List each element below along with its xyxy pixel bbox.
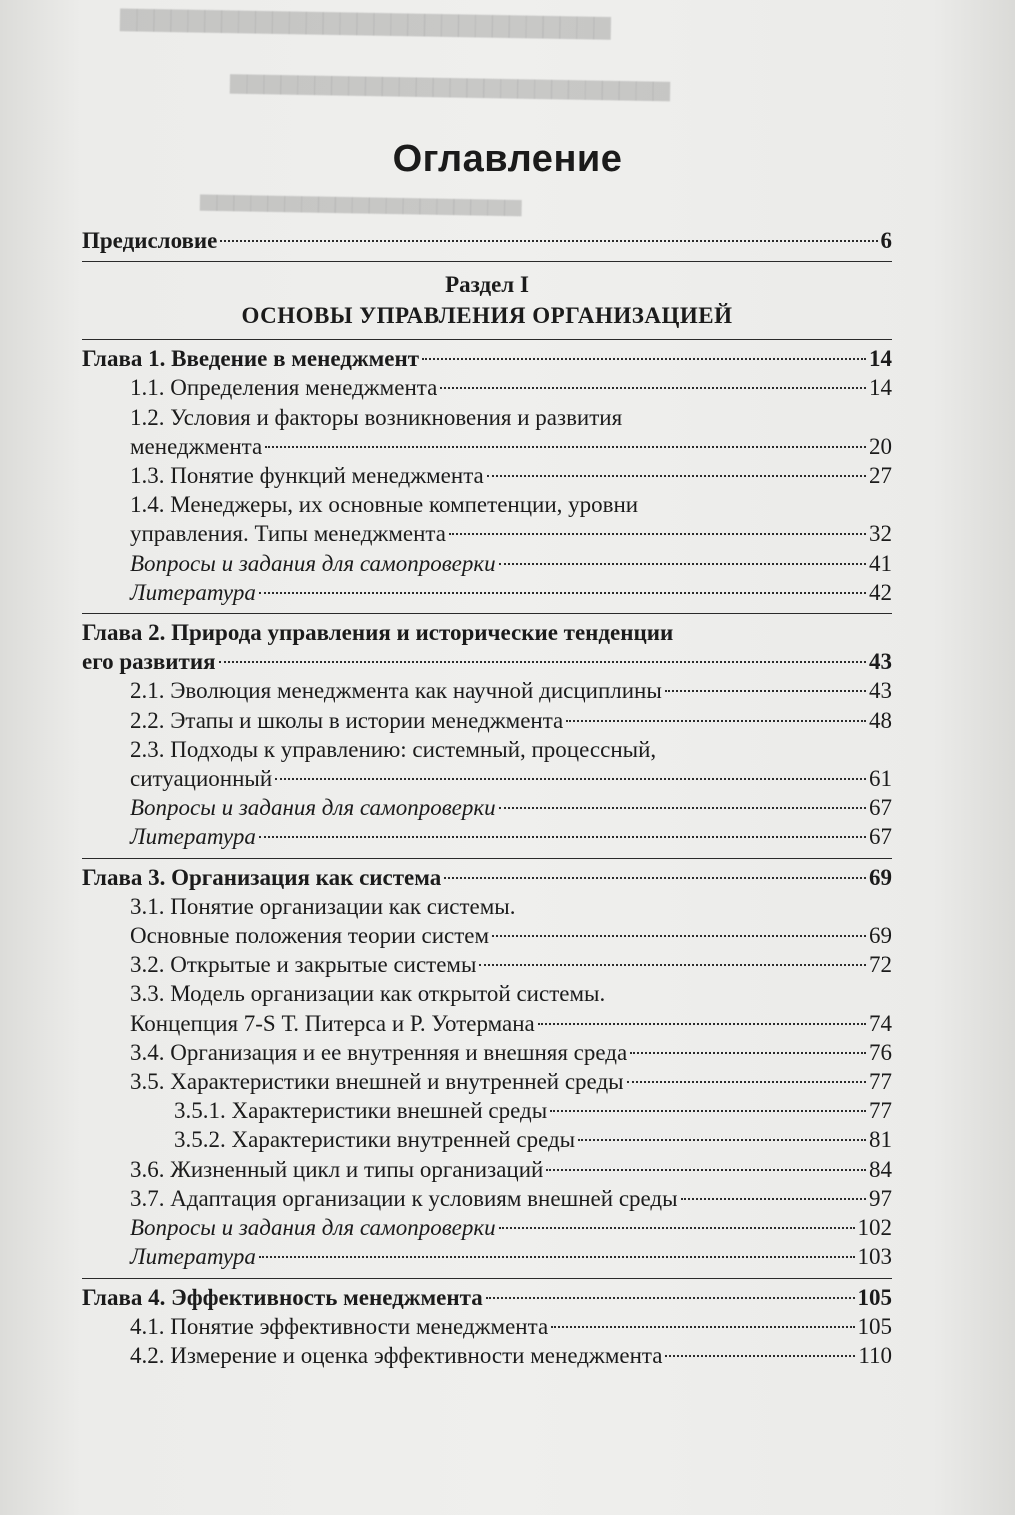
toc-entry-3-5-1[interactable] — [82, 1096, 892, 1125]
dot-leader — [546, 1169, 866, 1171]
toc-entry-3-2[interactable] — [82, 950, 892, 979]
dot-leader — [499, 1227, 855, 1229]
divider — [82, 613, 892, 614]
toc-page-number: 32 — [869, 521, 892, 547]
toc-page-number: 97 — [869, 1185, 892, 1211]
toc-entry-title: 3.4. Организация и ее внутренняя и внешняя среда — [130, 1039, 628, 1065]
toc-entry-title: 4.2. Измерение и оценка эффективности менеджмента — [130, 1342, 663, 1368]
toc-entry-3-1-line1: 3.1. Понятие организации как системы. — [130, 893, 516, 919]
toc-page-number: 67 — [869, 795, 892, 821]
dot-leader — [422, 358, 866, 360]
toc-entry-title: 1.3. Понятие функций менеджмента — [130, 463, 484, 489]
toc-entry-3-1[interactable] — [82, 921, 892, 950]
toc-entry-3-4[interactable] — [82, 1038, 892, 1067]
toc-page-number: 14 — [869, 375, 892, 401]
dot-leader — [665, 1355, 855, 1357]
toc-chapter-2[interactable] — [82, 647, 892, 676]
divider — [82, 339, 892, 340]
dot-leader — [444, 877, 866, 879]
dot-leader — [259, 836, 866, 838]
toc-entry-2-2[interactable] — [82, 706, 892, 735]
toc-entry-title: 3.7. Адаптация организации к условиям внешней среды — [130, 1185, 678, 1211]
toc-entry-title: Литература — [130, 824, 256, 850]
toc-page-number: 77 — [869, 1098, 892, 1124]
toc-page-number: 77 — [869, 1069, 892, 1095]
toc-entry-title: Вопросы и задания для самопроверки — [130, 795, 496, 821]
toc-entry-title: 4.1. Понятие эффективности менеджмента — [130, 1313, 549, 1339]
toc-entry-2-questions[interactable] — [82, 793, 892, 822]
toc-entry-title: 3.5. Характеристики внешней и внутренней среды — [130, 1069, 624, 1095]
toc-page-number: 110 — [858, 1342, 892, 1368]
toc-entry-title: Предисловие — [82, 228, 218, 253]
table-of-contents — [82, 226, 892, 1370]
dot-leader — [486, 1297, 855, 1299]
toc-page-number: 84 — [869, 1156, 892, 1182]
toc-entry-2-1[interactable] — [82, 676, 892, 705]
toc-entry-3-questions[interactable] — [82, 1213, 892, 1242]
toc-entry-1-3[interactable] — [82, 461, 892, 490]
toc-page-number: 48 — [869, 707, 892, 733]
dot-leader — [681, 1198, 866, 1200]
toc-entry-1-1[interactable] — [82, 373, 892, 402]
toc-page-number: 27 — [869, 463, 892, 489]
toc-entry-title: Концепция 7-S Т. Питерса и Р. Уотермана — [130, 1010, 535, 1036]
dot-leader — [566, 720, 866, 722]
toc-page-number: 105 — [857, 1313, 892, 1339]
toc-entry-title: 2.2. Этапы и школы в истории менеджмента — [130, 707, 564, 733]
dot-leader — [551, 1326, 854, 1328]
divider — [82, 261, 892, 262]
toc-entry-3-7[interactable] — [82, 1184, 892, 1213]
toc-entry-3-5[interactable] — [82, 1067, 892, 1096]
toc-page-number: 81 — [869, 1127, 892, 1153]
toc-entry-title: Глава 3. Организация как система — [82, 864, 442, 890]
dot-leader — [259, 592, 866, 594]
dot-leader — [440, 387, 866, 389]
toc-entry-title: Вопросы и задания для самопроверки — [130, 1215, 496, 1241]
page-title: Оглавление — [392, 138, 623, 180]
dot-leader — [219, 661, 866, 663]
toc-page-number: 72 — [869, 952, 892, 978]
toc-entry-title: 3.2. Открытые и закрытые системы — [130, 952, 477, 978]
toc-entry-title: управления. Типы менеджмента — [130, 521, 446, 547]
section-label: Раздел I — [445, 272, 529, 298]
toc-entry-preface[interactable] — [82, 226, 892, 255]
toc-page-number: 42 — [869, 579, 892, 605]
toc-entry-title: 3.6. Жизненный цикл и типы организаций — [130, 1156, 544, 1182]
show-through-text: ▅▅▅▅▅▅▅▅▅▅▅▅▅▅▅▅▅▅▅ — [199, 185, 522, 216]
toc-page-number: 43 — [869, 678, 892, 704]
toc-entry-4-2[interactable] — [82, 1341, 892, 1370]
toc-entry-title: 3.5.2. Характеристики внутренней среды — [174, 1127, 576, 1153]
toc-page-number: 20 — [869, 433, 892, 459]
toc-page-number: 6 — [880, 228, 892, 253]
toc-entry-3-5-2[interactable] — [82, 1125, 892, 1154]
toc-entry-1-questions[interactable] — [82, 549, 892, 578]
toc-entry-1-4-line1: 1.4. Менеджеры, их основные компетенции, уровни — [130, 492, 639, 518]
dot-leader — [550, 1110, 866, 1112]
toc-page-number: 67 — [869, 824, 892, 850]
toc-entry-4-1[interactable] — [82, 1312, 892, 1341]
toc-entry-title: Литература — [130, 1244, 256, 1270]
toc-entry-title: его развития — [82, 649, 216, 675]
toc-entry-3-literature[interactable] — [82, 1242, 892, 1271]
toc-page-number: 102 — [857, 1215, 892, 1241]
toc-page-number: 43 — [869, 649, 892, 675]
dot-leader — [538, 1023, 866, 1025]
toc-chapter-4[interactable] — [82, 1283, 892, 1312]
dot-leader — [265, 446, 866, 448]
dot-leader — [665, 690, 866, 692]
toc-entry-title: 1.1. Определения менеджмента — [130, 375, 438, 401]
show-through-text: ▆▆▆▆▆▆▆▆▆▆▆▆▆▆▆▆▆▆▆▆▆▆▆▆▆▆ — [229, 68, 671, 101]
toc-entry-2-3-line1: 2.3. Подходы к управлению: системный, процессный, — [130, 736, 657, 762]
toc-entry-title: Литература — [130, 579, 256, 605]
dot-leader — [627, 1081, 866, 1083]
toc-entry-title: Глава 4. Эффективность менеджмента — [82, 1284, 483, 1310]
dot-leader — [499, 807, 866, 809]
toc-chapter-3[interactable] — [82, 863, 892, 892]
toc-entry-1-2[interactable] — [82, 432, 892, 461]
toc-page-number: 61 — [869, 766, 892, 792]
dot-leader — [492, 935, 866, 937]
dot-leader — [275, 778, 866, 780]
toc-chapter-1[interactable] — [82, 344, 892, 373]
toc-entry-2-3[interactable] — [82, 764, 892, 793]
toc-page-number: 76 — [869, 1039, 892, 1065]
toc-entry-title: ситуационный — [130, 766, 273, 792]
toc-entry-3-3-line1: 3.3. Модель организации как открытой системы. — [130, 981, 606, 1007]
toc-entry-1-2-line1: 1.2. Условия и факторы возникновения и развития — [130, 404, 623, 430]
dot-leader — [630, 1052, 866, 1054]
show-through-text: ▇▇▇▇▇▇▇▇▇▇▇▇▇▇▇▇▇▇▇▇▇▇▇▇▇▇▇▇▇ — [119, 5, 611, 40]
dot-leader — [259, 1256, 855, 1258]
toc-entry-title: 3.5.1. Характеристики внешней среды — [174, 1098, 548, 1124]
dot-leader — [479, 964, 866, 966]
divider — [82, 858, 892, 859]
toc-page-number: 41 — [869, 550, 892, 576]
toc-entry-title: менеджмента — [130, 433, 263, 459]
toc-entry-3-6[interactable] — [82, 1155, 892, 1184]
toc-page-number: 105 — [857, 1284, 892, 1310]
toc-page-number: 74 — [869, 1010, 892, 1036]
toc-entry-3-3[interactable] — [82, 1009, 892, 1038]
toc-entry-2-literature[interactable] — [82, 822, 892, 851]
toc-entry-title: Вопросы и задания для самопроверки — [130, 550, 496, 576]
toc-page-number: 103 — [857, 1244, 892, 1270]
divider — [82, 1278, 892, 1279]
dot-leader — [499, 563, 866, 565]
dot-leader — [220, 240, 877, 242]
dot-leader — [487, 475, 866, 477]
toc-entry-1-literature[interactable] — [82, 578, 892, 607]
toc-entry-1-4[interactable] — [82, 519, 892, 548]
toc-page-number: 14 — [869, 346, 892, 372]
toc-page-number: 69 — [869, 864, 892, 890]
section-title: ОСНОВЫ УПРАВЛЕНИЯ ОРГАНИЗАЦИЕЙ — [241, 303, 733, 329]
toc-page-number: 69 — [869, 923, 892, 949]
dot-leader — [449, 533, 866, 535]
toc-chapter-2-line1: Глава 2. Природа управления и исторические тенденции — [82, 620, 674, 646]
dot-leader — [578, 1139, 866, 1141]
toc-entry-title: Глава 1. Введение в менеджмент — [82, 346, 420, 372]
toc-entry-title: Основные положения теории систем — [130, 923, 490, 949]
toc-entry-title: 2.1. Эволюция менеджмента как научной дисциплины — [130, 678, 662, 704]
